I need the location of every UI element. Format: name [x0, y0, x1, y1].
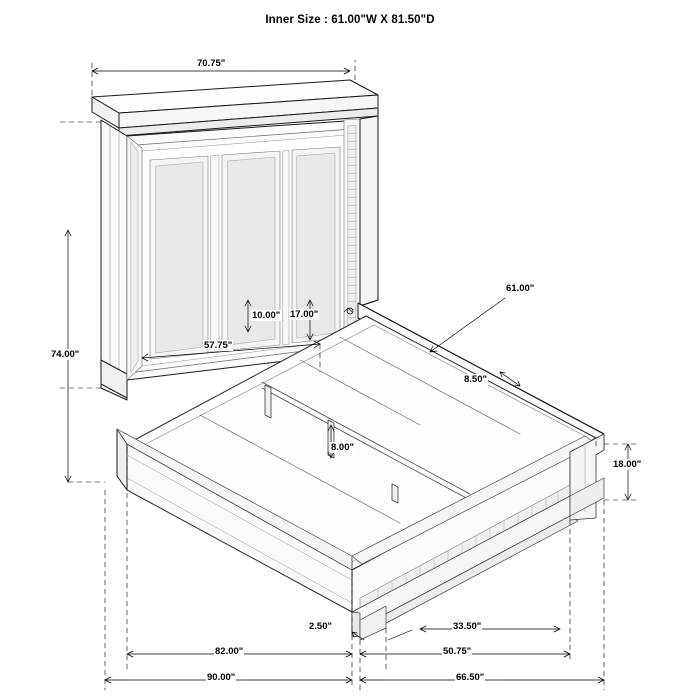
dim-label-top-width: 70.75": [197, 58, 226, 69]
dim-label-mattress-width: 61.00": [506, 283, 535, 294]
dim-label-rail-height: 8.50": [464, 374, 487, 385]
dim-label-foot-offset: 2.50": [309, 621, 332, 632]
dim-label-side-depth-2: 50.75": [443, 646, 472, 657]
dim-label-slat-height: 8.00": [331, 442, 354, 453]
dim-label-overall-width: 66.50": [456, 672, 485, 683]
dim-label-foot-leg: 33.50": [453, 621, 482, 632]
dim-label-side-depth-1: 82.00": [215, 646, 244, 657]
dim-label-overall-depth: 90.00": [207, 672, 236, 683]
dim-label-footboard-height: 18.00": [613, 459, 642, 470]
page-title: Inner Size : 61.00"W X 81.50"D: [265, 14, 435, 26]
dim-label-headboard-inner: 57.75": [204, 340, 233, 351]
dim-label-headboard-height: 74.00": [51, 349, 80, 360]
dim-label-panel-width: 17.00": [290, 309, 319, 320]
dim-label-panel-height: 10.00": [252, 310, 281, 321]
